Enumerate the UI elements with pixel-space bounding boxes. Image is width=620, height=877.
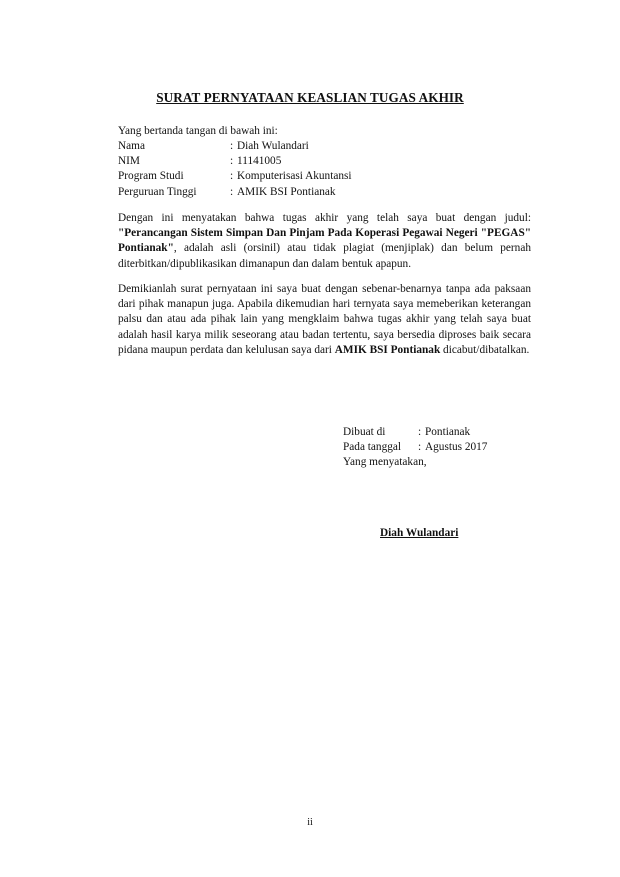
place-label: Dibuat di [343, 426, 386, 438]
signer-name: Diah Wulandari [380, 527, 459, 539]
place-value: Pontianak [425, 426, 471, 438]
field-separator: : [230, 185, 234, 198]
field-value: Diah Wulandari [237, 140, 309, 152]
field-label: Perguruan Tinggi [118, 185, 197, 198]
statement-lead: Dengan ini menyatakan bahwa tugas akhir yang telah saya buat dengan judul: [118, 212, 531, 224]
institution-name: AMIK BSI Pontianak [334, 343, 441, 356]
declaration-tail: dicabut/dibatalkan. [440, 343, 530, 356]
field-value: 11141005 [237, 155, 282, 168]
field-row-university [118, 185, 352, 200]
field-row-name [118, 139, 352, 154]
page-number: ii [307, 817, 313, 828]
declaration-text: Demikianlah surat pernyataan ini saya buat dengan sebenar-benarnya tanpa ada paksaan dari pihak manapun juga. Apabila dikemudian hari ternyata saya memeberikan keterangan palsu dan atau ada pihak lain yang mengklaim bahwa tugas akhir yang telah saya buat adalah hasil karya milik seseorang atau badan tertentu, saya bersedia diproses baik secara pidana maupun perdata dan kelulusan saya dari [118, 283, 531, 356]
field-separator: : [230, 155, 234, 168]
statement-tail: , adalah asli (orsinil) atau tidak plagiat (menjiplak) dan belum pernah diterbitkan/dipublikasikan dimanapun dan dalam bentuk apapun. [118, 242, 531, 270]
statement-paragraph [118, 211, 531, 272]
date-separator: : [418, 441, 422, 454]
identity-fields [118, 139, 352, 200]
field-row-nim [118, 154, 352, 169]
field-label: NIM [118, 155, 140, 168]
closing-text: Yang menyatakan, [343, 456, 427, 469]
field-label: Nama [118, 140, 145, 152]
declaration-paragraph [118, 282, 531, 358]
field-separator: : [230, 140, 234, 152]
field-separator: : [230, 170, 234, 183]
field-value: AMIK BSI Pontianak [237, 185, 336, 198]
place-row [343, 425, 487, 440]
thesis-title: "Perancangan Sistem Simpan Dan Pinjam Pada Koperasi Pegawai Negeri "PEGAS" Pontianak" [118, 227, 531, 255]
date-value: Agustus 2017 [425, 441, 488, 454]
date-label: Pada tanggal [343, 441, 402, 454]
intro-text: Yang bertanda tangan di bawah ini: [118, 125, 278, 137]
signature-block [343, 425, 487, 471]
place-separator: : [418, 426, 422, 438]
field-label: Program Studi [118, 170, 184, 183]
closing-row [343, 455, 487, 470]
date-row [343, 440, 487, 455]
field-row-program [118, 169, 352, 184]
page-title: SURAT PERNYATAAN KEASLIAN TUGAS AKHIR [156, 90, 464, 105]
field-value: Komputerisasi Akuntansi [237, 170, 352, 183]
